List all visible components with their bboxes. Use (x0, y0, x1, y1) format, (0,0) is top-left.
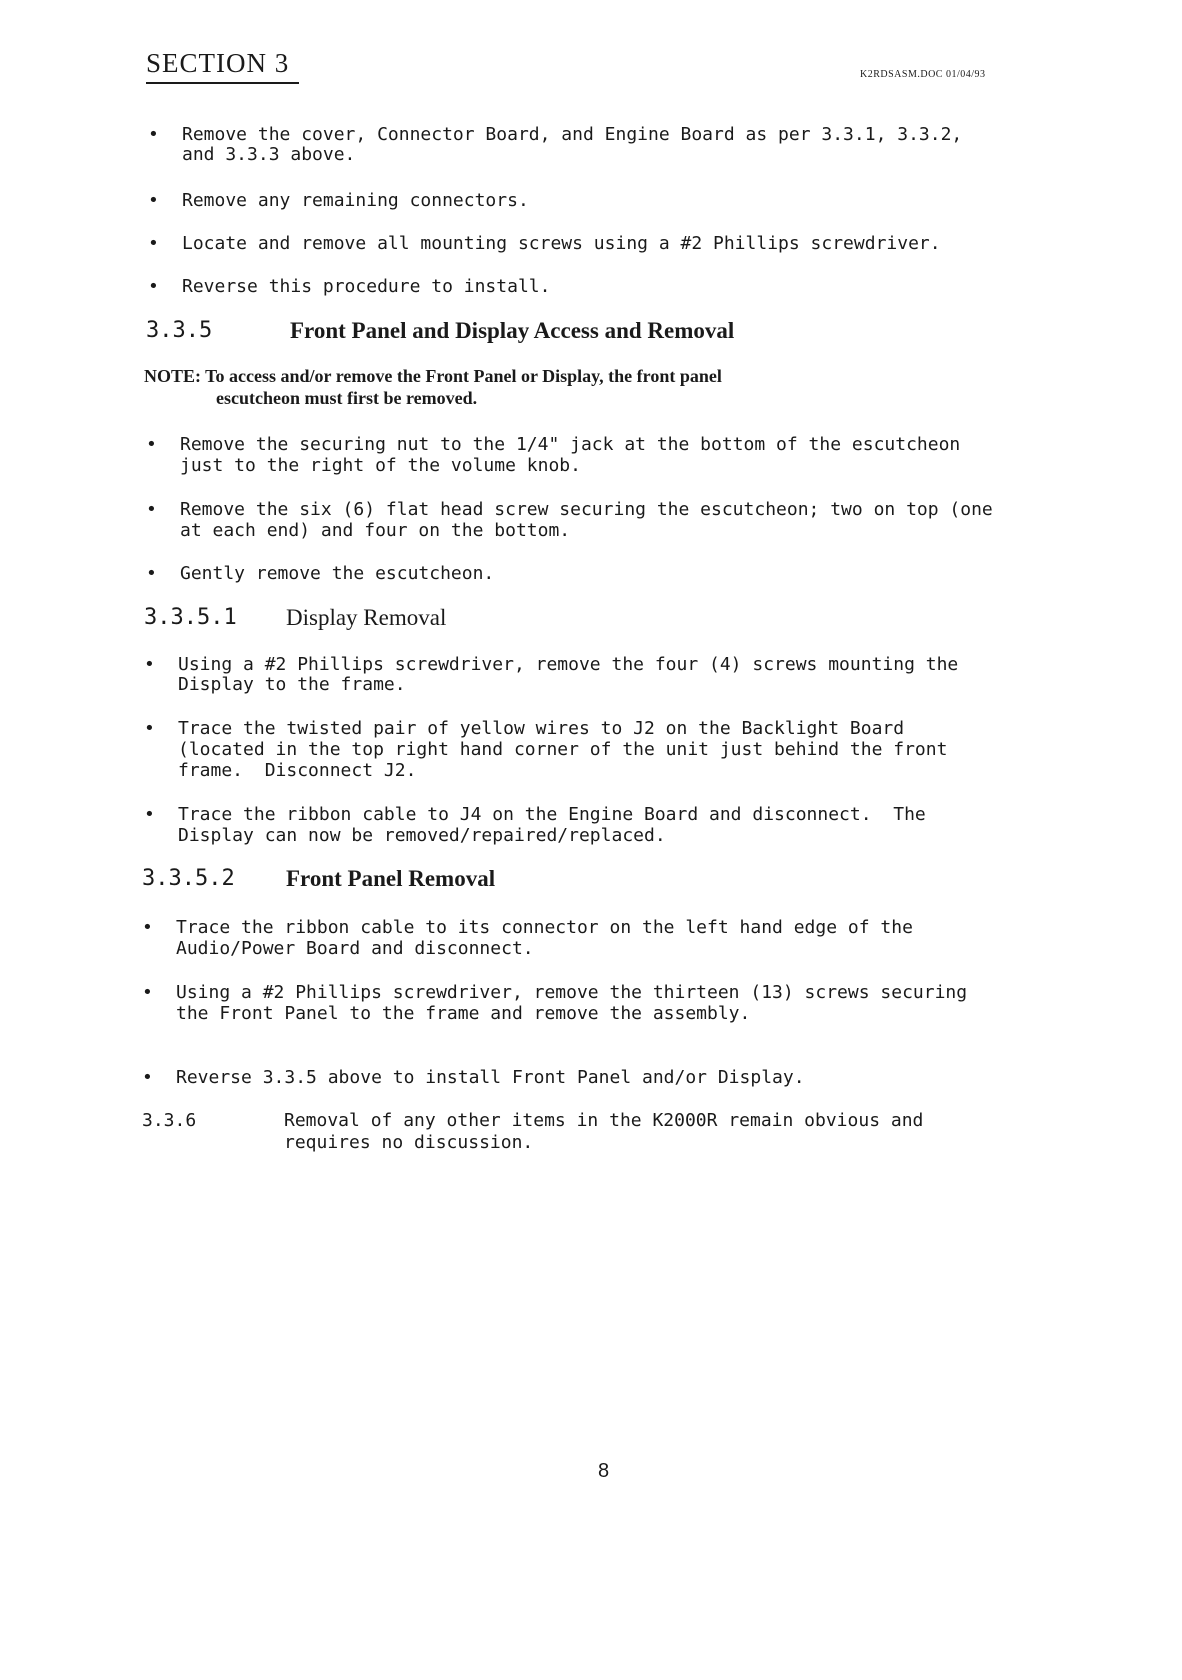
list-item: • Remove the cover, Connector Board, and Engine Board as per 3.3.1, 3.3.2, and 3.3.3 above. (148, 124, 963, 165)
section-heading-3-3-5: 3.3.5 Front Panel and Display Access and Removal (146, 318, 735, 343)
bullet-icon: • (144, 654, 155, 675)
list-item: • Remove any remaining connectors. (148, 190, 529, 211)
bullet-icon: • (148, 233, 159, 254)
list-item: • Trace the twisted pair of yellow wires to J2 on the Backlight Board (located in the top right hand corner of the unit just behind the front frame. Disconnect J2. (144, 718, 948, 781)
bullet-icon: • (148, 190, 159, 211)
page-number: 8 (598, 1460, 610, 1482)
bullet-icon: • (148, 276, 159, 297)
note-line-2: escutcheon must first be removed. (216, 388, 478, 408)
note-line-1: NOTE: To access and/or remove the Front Panel or Display, the front panel (144, 366, 722, 386)
list-item: • Gently remove the escutcheon. (146, 563, 495, 584)
list-item: • Reverse this procedure to install. (148, 276, 551, 297)
section-heading-3-3-5-1: 3.3.5.1 Display Removal (144, 605, 447, 630)
bullet-icon: • (146, 434, 157, 455)
bullet-icon: • (146, 563, 157, 584)
section-number-3-3-6: 3.3.6 (142, 1110, 197, 1131)
document-id: K2RDSASM.DOC 01/04/93 (860, 69, 986, 80)
list-item: • Trace the ribbon cable to its connector on the left hand edge of the Audio/Power Board and disconnect. (142, 917, 913, 959)
bullet-icon: • (144, 804, 155, 825)
bullet-icon: • (142, 917, 153, 938)
bullet-icon: • (142, 982, 153, 1003)
list-item: • Trace the ribbon cable to J4 on the Engine Board and disconnect. The Display can now be removed/repaired/replaced. (144, 804, 926, 846)
list-item: • Locate and remove all mounting screws using a #2 Phillips screwdriver. (148, 233, 941, 254)
list-item: • Using a #2 Phillips screwdriver, remove the four (4) screws mounting the Display to the frame. (144, 654, 959, 695)
section-heading-3-3-5-2: 3.3.5.2 Front Panel Removal (142, 866, 496, 891)
paragraph-line: requires no discussion. (284, 1132, 534, 1153)
list-item: • Remove the securing nut to the 1/4" jack at the bottom of the escutcheon just to the right of the volume knob. (146, 434, 961, 476)
list-item: • Using a #2 Phillips screwdriver, remove the thirteen (13) screws securing the Front Panel to the frame and remove the assembly. (142, 982, 968, 1024)
section-title: SECTION 3 (146, 48, 299, 84)
bullet-icon: • (144, 718, 155, 739)
bullet-icon: • (148, 124, 159, 145)
bullet-icon: • (146, 499, 157, 520)
bullet-icon: • (142, 1067, 153, 1088)
list-item: • Reverse 3.3.5 above to install Front Panel and/or Display. (142, 1067, 805, 1088)
list-item: • Remove the six (6) flat head screw securing the escutcheon; two on top (one at each end) and four on the bottom. (146, 499, 993, 541)
paragraph-line: Removal of any other items in the K2000R remain obvious and (284, 1110, 924, 1131)
